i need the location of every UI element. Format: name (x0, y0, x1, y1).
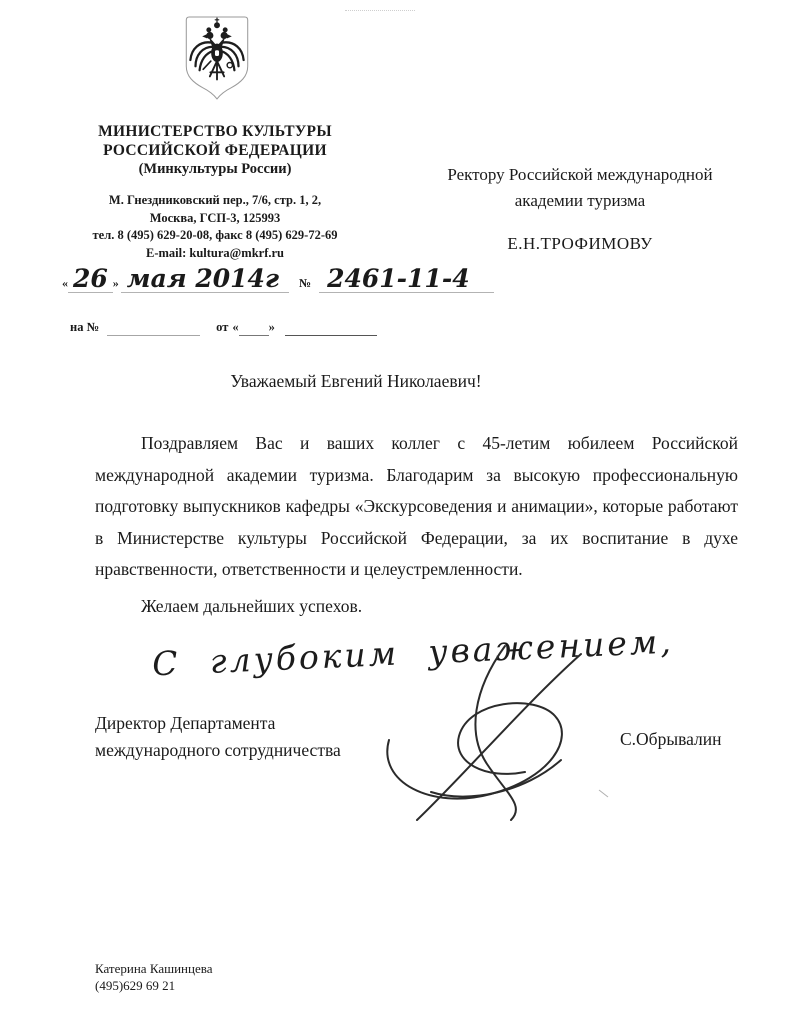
salutation: Уважаемый Евгений Николаевич! (230, 371, 482, 391)
scan-artifact (345, 10, 415, 14)
recipient-title-line2: академии туризма (514, 191, 646, 210)
address-city: Москва, ГСП-3, 125993 (149, 210, 281, 225)
email-line: E-mail: kultura@mkrf.ru (145, 245, 284, 260)
signer-name: С.Обрывалин (620, 729, 722, 749)
letterhead-block (56, 122, 374, 262)
ministry-name-line1: МИНИСТЕРСТВО КУЛЬТУРЫ (98, 123, 332, 140)
handwritten-closing: С глубоким уважением, (151, 621, 675, 684)
reply-number-label: на № (70, 320, 100, 334)
signer-title-block (95, 710, 341, 764)
signer-title-line2: международного сотрудничества (95, 740, 341, 760)
date-number-row (62, 264, 494, 293)
from-open-quote: « (232, 320, 239, 334)
open-quote-mark: « (62, 276, 68, 291)
from-date-blank (285, 321, 377, 336)
executor-name: Катерина Кашинцева (95, 961, 213, 976)
executor-contact-block (95, 960, 212, 994)
handwritten-day: 26 (68, 266, 113, 293)
ministry-short-name: (Минкультуры России) (138, 161, 292, 177)
coat-of-arms-icon (183, 15, 251, 101)
address-street: М. Гнездниковский пер., 7/6, стр. 1, 2, (108, 193, 322, 207)
letter-body (95, 428, 738, 622)
signer-title-line1: Директор Департамента (95, 713, 276, 733)
from-date-label: от (216, 320, 229, 334)
executor-phone: (495)629 69 21 (95, 978, 176, 993)
recipient-name: Е.Н.ТРОФИМОВУ (507, 234, 653, 253)
close-quote-mark: » (112, 276, 119, 291)
from-day-blank (239, 321, 269, 336)
phone-fax-line: тел. 8 (495) 629-20-08, факс 8 (495) 629-72-69 (92, 228, 338, 242)
reply-reference-row (70, 320, 377, 336)
signature-flourish (373, 642, 635, 824)
recipient-title-line1: Ректору Российской международной (447, 165, 713, 184)
body-paragraph-1: Поздравляем Вас и ваших коллег с 45-летим юбилеем Российской международной академии туризма. Благодарим за высокую профессиональную подготовку выпускников кафедры «Экскурсоведения и анимации», которые работают в Министерстве культуры Российской Федерации, за их воспитание в духе нравственности, ответственности и целеустремленности. (95, 433, 738, 579)
reply-number-blank (107, 321, 200, 336)
handwritten-outgoing-number: 2461-11-4 (319, 264, 494, 293)
from-close-quote: » (268, 320, 275, 334)
handwritten-month-year: мая 2014г (121, 266, 289, 293)
recipient-block (423, 162, 737, 257)
body-paragraph-2: Желаем дальнейших успехов. (141, 595, 363, 616)
number-sign: № (299, 276, 312, 291)
ministry-name-line2: РОССИЙСКОЙ ФЕДЕРАЦИИ (103, 142, 327, 159)
